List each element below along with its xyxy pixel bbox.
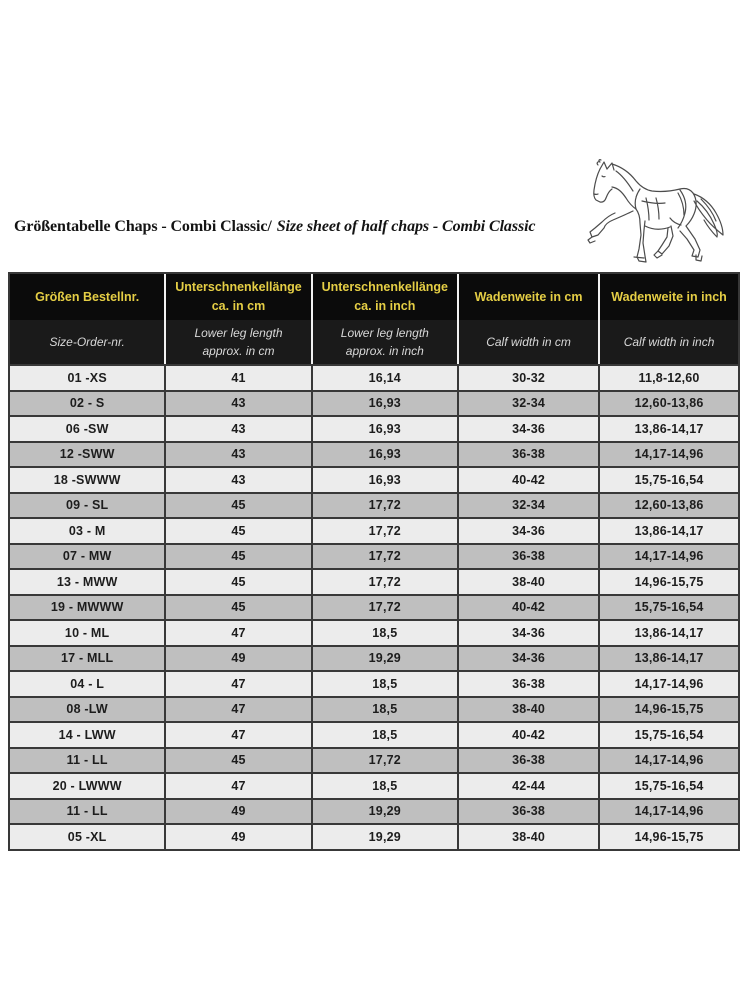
table-row <box>10 823 738 849</box>
header-cell-leg-length-cm <box>164 274 310 320</box>
table-cell: 38-40 <box>457 698 598 722</box>
header-cell-calf-width-inch <box>598 274 738 320</box>
header-cell-order-nr <box>10 274 164 320</box>
table-cell: 14,17-14,96 <box>598 672 738 696</box>
table-cell: 49 <box>164 825 310 849</box>
header-cell-calf-width-cm <box>457 274 598 320</box>
table-cell: 41 <box>164 366 310 390</box>
table-cell: 14,96-15,75 <box>598 570 738 594</box>
table-row <box>10 517 738 543</box>
table-cell: 15,75-16,54 <box>598 723 738 747</box>
table-row <box>10 798 738 824</box>
horse-hoof <box>588 237 595 243</box>
page-title <box>14 218 535 236</box>
table-cell: 19,29 <box>311 647 457 671</box>
table-cell: 13,86-14,17 <box>598 417 738 441</box>
horse-ear <box>600 162 607 169</box>
horse-hoof <box>654 251 662 258</box>
table-cell: 01 -XS <box>10 366 164 390</box>
table-cell: 17,72 <box>311 545 457 569</box>
header-cell-leg-length-inch <box>311 274 457 320</box>
table-cell: 18,5 <box>311 774 457 798</box>
subheader-line: Lower leg length <box>340 326 429 340</box>
table-cell: 05 -XL <box>10 825 164 849</box>
table-cell: 17,72 <box>311 519 457 543</box>
table-cell: 16,93 <box>311 443 457 467</box>
table-row <box>10 645 738 671</box>
table-cell: 47 <box>164 672 310 696</box>
table-cell: 06 -SW <box>10 417 164 441</box>
table-cell: 18,5 <box>311 621 457 645</box>
horse-hoof <box>634 257 644 258</box>
table-row <box>10 415 738 441</box>
table-cell: 45 <box>164 570 310 594</box>
table-cell: 13,86-14,17 <box>598 647 738 671</box>
table-cell: 11 - LL <box>10 749 164 773</box>
table-cell: 42-44 <box>457 774 598 798</box>
subheader-line: Size-Order-nr. <box>49 335 125 349</box>
subheader-cell-leg-length-cm <box>164 320 310 364</box>
table-row <box>10 466 738 492</box>
horse-eye <box>602 176 605 177</box>
table-cell: 13 - MWW <box>10 570 164 594</box>
table-cell: 47 <box>164 774 310 798</box>
table-cell: 36-38 <box>457 443 598 467</box>
table-row <box>10 619 738 645</box>
table-cell: 07 - MW <box>10 545 164 569</box>
table-cell: 14,17-14,96 <box>598 800 738 824</box>
table-cell: 14,96-15,75 <box>598 698 738 722</box>
table-cell: 36-38 <box>457 800 598 824</box>
table-row <box>10 568 738 594</box>
table-row <box>10 594 738 620</box>
subheader-line: Calf width in inch <box>623 335 715 349</box>
table-row <box>10 747 738 773</box>
table-cell: 14,17-14,96 <box>598 749 738 773</box>
table-cell: 14,96-15,75 <box>598 825 738 849</box>
table-cell: 13,86-14,17 <box>598 621 738 645</box>
table-row <box>10 670 738 696</box>
table-cell: 49 <box>164 800 310 824</box>
table-row <box>10 772 738 798</box>
size-table <box>8 272 740 851</box>
title-english: Size sheet of half chaps - Combi Classic <box>276 218 536 235</box>
subheader-line: Calf width in cm <box>486 335 571 349</box>
table-cell: 04 - L <box>10 672 164 696</box>
table-cell: 11 - LL <box>10 800 164 824</box>
table-cell: 45 <box>164 596 310 620</box>
horse-hoof <box>696 255 702 261</box>
subheader-line: approx. in cm <box>202 344 275 358</box>
table-cell: 16,93 <box>311 417 457 441</box>
table-cell: 47 <box>164 621 310 645</box>
header-line: Unterschnenkellänge <box>321 280 449 294</box>
subheader-cell-leg-length-inch <box>311 320 457 364</box>
table-row <box>10 441 738 467</box>
subheader-cell-calf-width-inch <box>598 320 738 364</box>
table-cell: 08 -LW <box>10 698 164 722</box>
table-cell: 12 -SWW <box>10 443 164 467</box>
table-cell: 36-38 <box>457 672 598 696</box>
subheader-line: Lower leg length <box>194 326 283 340</box>
table-cell: 45 <box>164 494 310 518</box>
table-cell: 19,29 <box>311 800 457 824</box>
table-cell: 15,75-16,54 <box>598 774 738 798</box>
table-header-german <box>10 274 738 320</box>
table-cell: 36-38 <box>457 749 598 773</box>
table-cell: 34-36 <box>457 647 598 671</box>
table-cell: 32-34 <box>457 392 598 416</box>
table-cell: 40-42 <box>457 723 598 747</box>
table-cell: 19 - MWWW <box>10 596 164 620</box>
table-cell: 34-36 <box>457 519 598 543</box>
table-cell: 45 <box>164 519 310 543</box>
table-cell: 18,5 <box>311 698 457 722</box>
header-line: Größen Bestellnr. <box>35 289 140 304</box>
table-cell: 45 <box>164 545 310 569</box>
table-cell: 19,29 <box>311 825 457 849</box>
table-cell: 18 -SWWW <box>10 468 164 492</box>
table-cell: 17,72 <box>311 596 457 620</box>
table-cell: 40-42 <box>457 596 598 620</box>
table-cell: 12,60-13,86 <box>598 494 738 518</box>
table-header-english <box>10 320 738 364</box>
table-cell: 43 <box>164 443 310 467</box>
subheader-cell-order-nr <box>10 320 164 364</box>
header-line: ca. in inch <box>354 299 416 313</box>
table-cell: 17,72 <box>311 570 457 594</box>
table-row <box>10 390 738 416</box>
table-cell: 38-40 <box>457 570 598 594</box>
header-line: Unterschnenkellänge <box>175 280 302 294</box>
table-cell: 12,60-13,86 <box>598 392 738 416</box>
table-cell: 38-40 <box>457 825 598 849</box>
table-cell: 34-36 <box>457 417 598 441</box>
table-cell: 16,93 <box>311 392 457 416</box>
table-cell: 18,5 <box>311 672 457 696</box>
table-cell: 17,72 <box>311 494 457 518</box>
table-cell: 09 - SL <box>10 494 164 518</box>
table-cell: 13,86-14,17 <box>598 519 738 543</box>
table-cell: 14,17-14,96 <box>598 545 738 569</box>
table-cell: 45 <box>164 749 310 773</box>
horse-illustration <box>550 138 750 273</box>
table-row <box>10 543 738 569</box>
table-cell: 34-36 <box>457 621 598 645</box>
subheader-cell-calf-width-cm <box>457 320 598 364</box>
table-cell: 36-38 <box>457 545 598 569</box>
table-row <box>10 696 738 722</box>
table-cell: 17 - MLL <box>10 647 164 671</box>
header-line: Wadenweite in inch <box>611 289 727 304</box>
table-cell: 43 <box>164 392 310 416</box>
table-cell: 40-42 <box>457 468 598 492</box>
table-cell: 43 <box>164 417 310 441</box>
header-line: ca. in cm <box>211 299 266 313</box>
table-cell: 15,75-16,54 <box>598 596 738 620</box>
table-cell: 14 - LWW <box>10 723 164 747</box>
table-cell: 16,14 <box>311 366 457 390</box>
table-cell: 10 - ML <box>10 621 164 645</box>
table-cell: 03 - M <box>10 519 164 543</box>
table-cell: 47 <box>164 698 310 722</box>
table-cell: 32-34 <box>457 494 598 518</box>
table-cell: 18,5 <box>311 723 457 747</box>
table-cell: 47 <box>164 723 310 747</box>
table-cell: 02 - S <box>10 392 164 416</box>
table-cell: 20 - LWWW <box>10 774 164 798</box>
table-row <box>10 721 738 747</box>
table-cell: 16,93 <box>311 468 457 492</box>
table-row <box>10 492 738 518</box>
table-cell: 17,72 <box>311 749 457 773</box>
table-cell: 11,8-12,60 <box>598 366 738 390</box>
horse-forelock <box>597 160 601 165</box>
table-row <box>10 364 738 390</box>
table-cell: 43 <box>164 468 310 492</box>
header-line: Wadenweite in cm <box>474 289 583 304</box>
subheader-line: approx. in inch <box>345 344 424 358</box>
title-german: Größentabelle Chaps - Combi Classic/ <box>14 218 272 235</box>
table-cell: 15,75-16,54 <box>598 468 738 492</box>
table-body <box>10 364 738 849</box>
table-cell: 14,17-14,96 <box>598 443 738 467</box>
table-cell: 49 <box>164 647 310 671</box>
table-cell: 30-32 <box>457 366 598 390</box>
